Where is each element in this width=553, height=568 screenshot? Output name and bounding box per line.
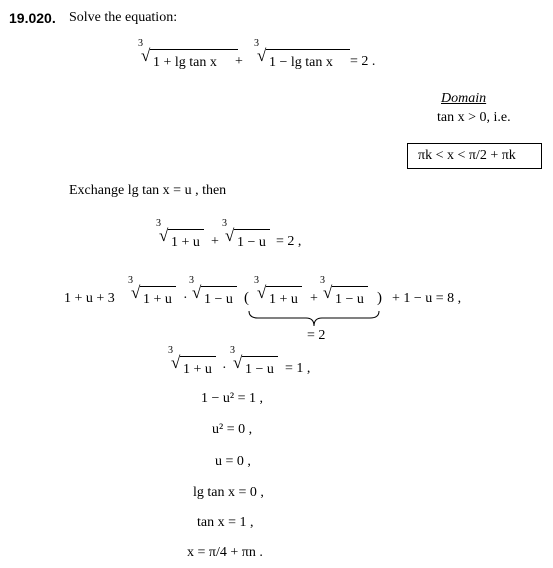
vinculum bbox=[201, 286, 237, 287]
radicand: 1 − u bbox=[245, 362, 274, 377]
radical-sign: √ bbox=[257, 46, 267, 65]
step2-tail: + 1 − u = 8 , bbox=[392, 291, 462, 306]
plus-sign: + bbox=[235, 54, 243, 69]
radical-sign: √ bbox=[225, 226, 235, 245]
radical-sign: √ bbox=[192, 283, 202, 302]
root-index: 3 bbox=[230, 345, 235, 356]
radicand: 1 + lg tan x bbox=[153, 55, 217, 70]
equation-line-9: x = π/4 + πn . bbox=[187, 545, 263, 560]
underbrace-label: = 2 bbox=[307, 328, 326, 343]
radicand: 1 − lg tan x bbox=[269, 55, 333, 70]
equation-line-7: lg tan x = 0 , bbox=[193, 485, 264, 500]
equation-line-4: 1 − u² = 1 , bbox=[201, 391, 263, 406]
radical-sign: √ bbox=[141, 46, 151, 65]
radicand: 1 + u bbox=[143, 292, 172, 307]
vinculum bbox=[242, 356, 278, 357]
radical-sign: √ bbox=[233, 353, 243, 372]
vinculum bbox=[234, 229, 270, 230]
radicand: 1 − u bbox=[237, 235, 266, 250]
radical-sign: √ bbox=[171, 353, 181, 372]
vinculum bbox=[332, 286, 368, 287]
radicand: 1 + u bbox=[171, 235, 200, 250]
root-index: 3 bbox=[320, 275, 325, 286]
root-index: 3 bbox=[222, 218, 227, 229]
radicand: 1 − u bbox=[204, 292, 233, 307]
radical-sign: √ bbox=[131, 283, 141, 302]
vinculum bbox=[140, 286, 176, 287]
problem-statement: Solve the equation: bbox=[69, 10, 178, 25]
root-index: 3 bbox=[138, 38, 143, 49]
equation-rhs: = 2 . bbox=[350, 54, 376, 69]
equation-line-5: u² = 0 , bbox=[212, 422, 253, 437]
open-paren: ( bbox=[244, 290, 249, 306]
radicand: 1 + u bbox=[183, 362, 212, 377]
step1-rhs: = 2 , bbox=[276, 234, 302, 249]
radical-sign: √ bbox=[257, 283, 267, 302]
equation-line-6: u = 0 , bbox=[215, 454, 251, 469]
vinculum bbox=[266, 49, 350, 50]
radicand: 1 − u bbox=[335, 292, 364, 307]
vinculum bbox=[180, 356, 216, 357]
dot-operator: · bbox=[222, 361, 227, 376]
domain-condition: tan x > 0, i.e. bbox=[437, 110, 511, 125]
equation-line-8: tan x = 1 , bbox=[197, 515, 254, 530]
close-paren: ) bbox=[377, 290, 382, 306]
root-index: 3 bbox=[156, 218, 161, 229]
problem-number: 19.020. bbox=[9, 10, 56, 26]
root-index: 3 bbox=[168, 345, 173, 356]
radical-sign: √ bbox=[159, 226, 169, 245]
underbrace bbox=[248, 310, 380, 328]
exchange-text: Exchange lg tan x = u , then bbox=[69, 183, 227, 198]
plus-sign: + bbox=[211, 234, 219, 249]
vinculum bbox=[168, 229, 204, 230]
step2-lead: 1 + u + 3 bbox=[64, 291, 115, 306]
plus-sign: + bbox=[310, 291, 318, 306]
step3-rhs: = 1 , bbox=[285, 361, 311, 376]
vinculum bbox=[150, 49, 238, 50]
vinculum bbox=[266, 286, 302, 287]
root-index: 3 bbox=[254, 275, 259, 286]
root-index: 3 bbox=[189, 275, 194, 286]
radicand: 1 + u bbox=[269, 292, 298, 307]
domain-box-text: πk < x < π/2 + πk bbox=[418, 148, 516, 163]
radical-sign: √ bbox=[323, 283, 333, 302]
root-index: 3 bbox=[254, 38, 259, 49]
domain-box bbox=[407, 143, 542, 169]
domain-title: Domain bbox=[441, 91, 487, 106]
root-index: 3 bbox=[128, 275, 133, 286]
dot-operator: · bbox=[183, 291, 188, 306]
